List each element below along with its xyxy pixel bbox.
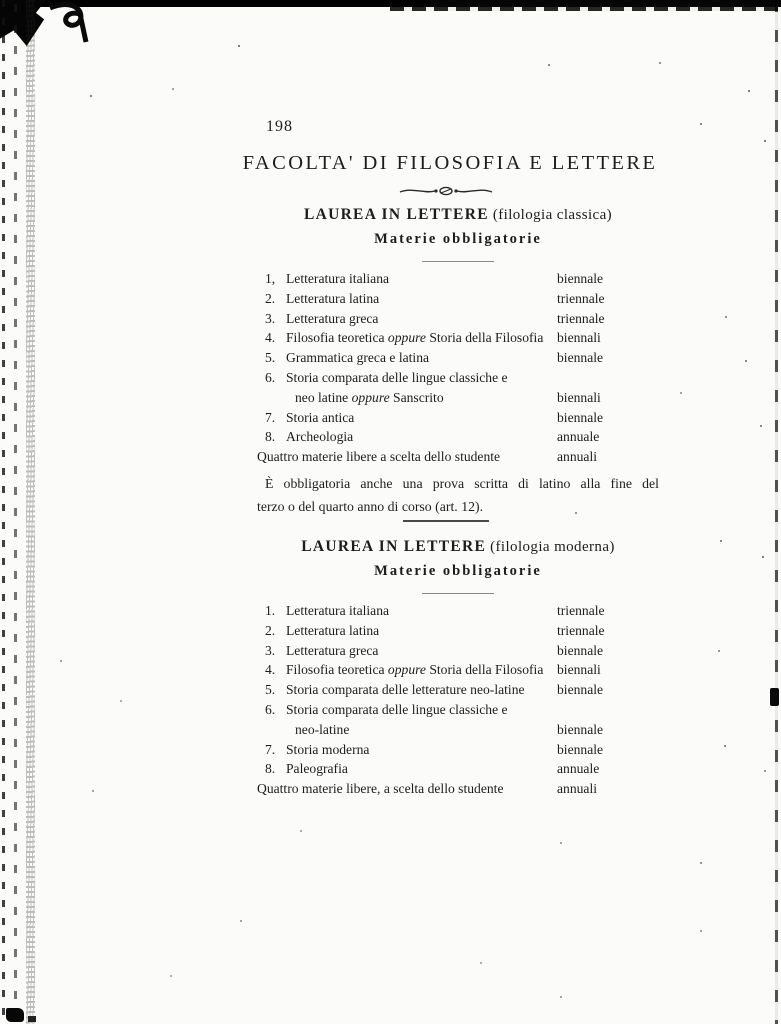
course-title: Storia comparata delle letterature neo-latine xyxy=(286,682,525,698)
course-list-moderna xyxy=(257,603,659,801)
course-duration: annuale xyxy=(557,429,600,445)
course-row xyxy=(257,350,659,370)
course-title: Filosofia teoretica oppure Storia della Filosofia xyxy=(286,662,544,678)
course-title: Letteratura latina xyxy=(286,290,380,306)
course-duration: biennale xyxy=(557,721,604,737)
course-row xyxy=(257,662,659,682)
course-row xyxy=(257,330,659,350)
course-list-classica xyxy=(257,271,659,469)
section-filologia-moderna xyxy=(257,538,659,801)
course-duration: triennale xyxy=(557,603,605,618)
course-duration: biennali xyxy=(557,330,601,346)
course-duration: annuali xyxy=(557,449,598,465)
course-number: 6. xyxy=(265,369,276,385)
course-row xyxy=(257,429,659,449)
course-duration: biennale xyxy=(557,642,604,658)
course-row xyxy=(257,370,659,390)
course-number: 2. xyxy=(265,290,276,306)
course-duration: biennale xyxy=(557,271,604,286)
course-row xyxy=(257,390,659,410)
course-duration: biennali xyxy=(557,662,601,678)
course-row xyxy=(257,449,659,469)
course-number: 7. xyxy=(265,741,276,757)
subheading-rule xyxy=(422,261,494,262)
course-row xyxy=(257,410,659,430)
course-duration: biennale xyxy=(557,741,604,757)
course-duration: annuale xyxy=(557,761,600,777)
course-row xyxy=(257,781,659,801)
section-heading-qualifier: (filologia classica) xyxy=(492,207,613,223)
scan-ink-mark xyxy=(46,2,116,48)
latin-exam-note xyxy=(257,472,659,519)
course-number: 3. xyxy=(265,642,276,658)
course-duration: triennale xyxy=(557,310,605,326)
course-title: Quattro materie libere a scelta dello studente xyxy=(257,449,501,465)
course-duration: biennale xyxy=(557,682,604,698)
course-number: 2. xyxy=(265,622,276,638)
course-row xyxy=(257,722,659,742)
course-title: Storia comparata delle lingue classiche e xyxy=(286,701,508,717)
note-line: terzo o del quarto anno di corso (art. 12). xyxy=(257,499,484,515)
course-row xyxy=(257,643,659,663)
course-title: Filosofia teoretica oppure Storia della Filosofia xyxy=(286,330,544,346)
section-heading-main: LAUREA IN LETTERE xyxy=(301,538,487,555)
scan-corner-blot xyxy=(0,0,46,46)
scan-bottom-blot xyxy=(6,1008,24,1022)
course-title: Storia comparata delle lingue classiche e xyxy=(286,369,508,385)
course-duration: biennale xyxy=(557,409,604,425)
course-title: Letteratura italiana xyxy=(286,603,390,618)
scan-specks xyxy=(0,0,2,2)
note-line: È obbligatoria anche una prova scritta di latino alla fine del xyxy=(265,475,659,491)
course-title: Storia moderna xyxy=(286,741,370,757)
title-flourish-icon xyxy=(398,183,494,199)
course-number: 8. xyxy=(265,429,276,445)
scan-bottom-dot xyxy=(28,1016,36,1022)
section-heading xyxy=(257,206,659,224)
course-row xyxy=(257,603,659,623)
course-duration: triennale xyxy=(557,622,605,638)
page-title: FACOLTA' DI FILOSOFIA E LETTERE xyxy=(242,152,658,174)
course-number: 6. xyxy=(265,701,276,717)
section-subheading: Materie obbligatorie xyxy=(374,563,542,579)
subheading-rule xyxy=(422,593,494,594)
course-row xyxy=(257,623,659,643)
course-number: 1. xyxy=(265,603,276,618)
section-heading-main: LAUREA IN LETTERE xyxy=(303,206,489,223)
course-number: 1, xyxy=(265,271,276,286)
scan-binding-line-1 xyxy=(2,0,5,1024)
course-row xyxy=(257,271,659,291)
course-title: neo latine oppure Sanscrito xyxy=(295,389,444,405)
course-row xyxy=(257,761,659,781)
section-heading xyxy=(257,538,659,556)
course-number: 5. xyxy=(265,350,276,366)
course-number: 3. xyxy=(265,310,276,326)
course-duration: annuali xyxy=(557,781,598,797)
scan-right-edge xyxy=(775,0,778,1024)
scan-right-blot xyxy=(770,688,779,706)
scan-binding-noise xyxy=(26,0,35,1024)
course-title: Quattro materie libere, a scelta dello studente xyxy=(257,781,504,797)
section-filologia-classica xyxy=(257,206,659,519)
scan-binding-line-2 xyxy=(14,0,17,1024)
course-title: Archeologia xyxy=(286,429,354,445)
section-divider-rule xyxy=(403,520,489,522)
course-row xyxy=(257,311,659,331)
course-row xyxy=(257,702,659,722)
course-row xyxy=(257,682,659,702)
scan-top-edge-secondary xyxy=(390,7,781,11)
section-heading-qualifier: (filologia moderna) xyxy=(490,539,615,555)
course-duration: biennale xyxy=(557,350,604,366)
scan-top-edge xyxy=(0,0,781,7)
course-title: Letteratura greca xyxy=(286,642,379,658)
course-title: Storia antica xyxy=(286,409,355,425)
course-number: 7. xyxy=(265,409,276,425)
course-number: 8. xyxy=(265,761,276,777)
course-title: Grammatica greca e latina xyxy=(286,350,430,366)
course-number: 4. xyxy=(265,662,276,678)
course-row xyxy=(257,742,659,762)
course-title: neo-latine xyxy=(295,721,350,737)
course-title: Letteratura latina xyxy=(286,622,380,638)
course-number: 4. xyxy=(265,330,276,346)
course-title: Letteratura greca xyxy=(286,310,379,326)
course-title: Paleografia xyxy=(286,761,348,777)
page-number: 198 xyxy=(266,118,293,135)
course-duration: triennale xyxy=(557,290,605,306)
course-title: Letteratura italiana xyxy=(286,271,390,286)
section-subheading: Materie obbligatorie xyxy=(374,231,542,247)
course-duration: biennali xyxy=(557,389,601,405)
course-row xyxy=(257,291,659,311)
course-number: 5. xyxy=(265,682,276,698)
